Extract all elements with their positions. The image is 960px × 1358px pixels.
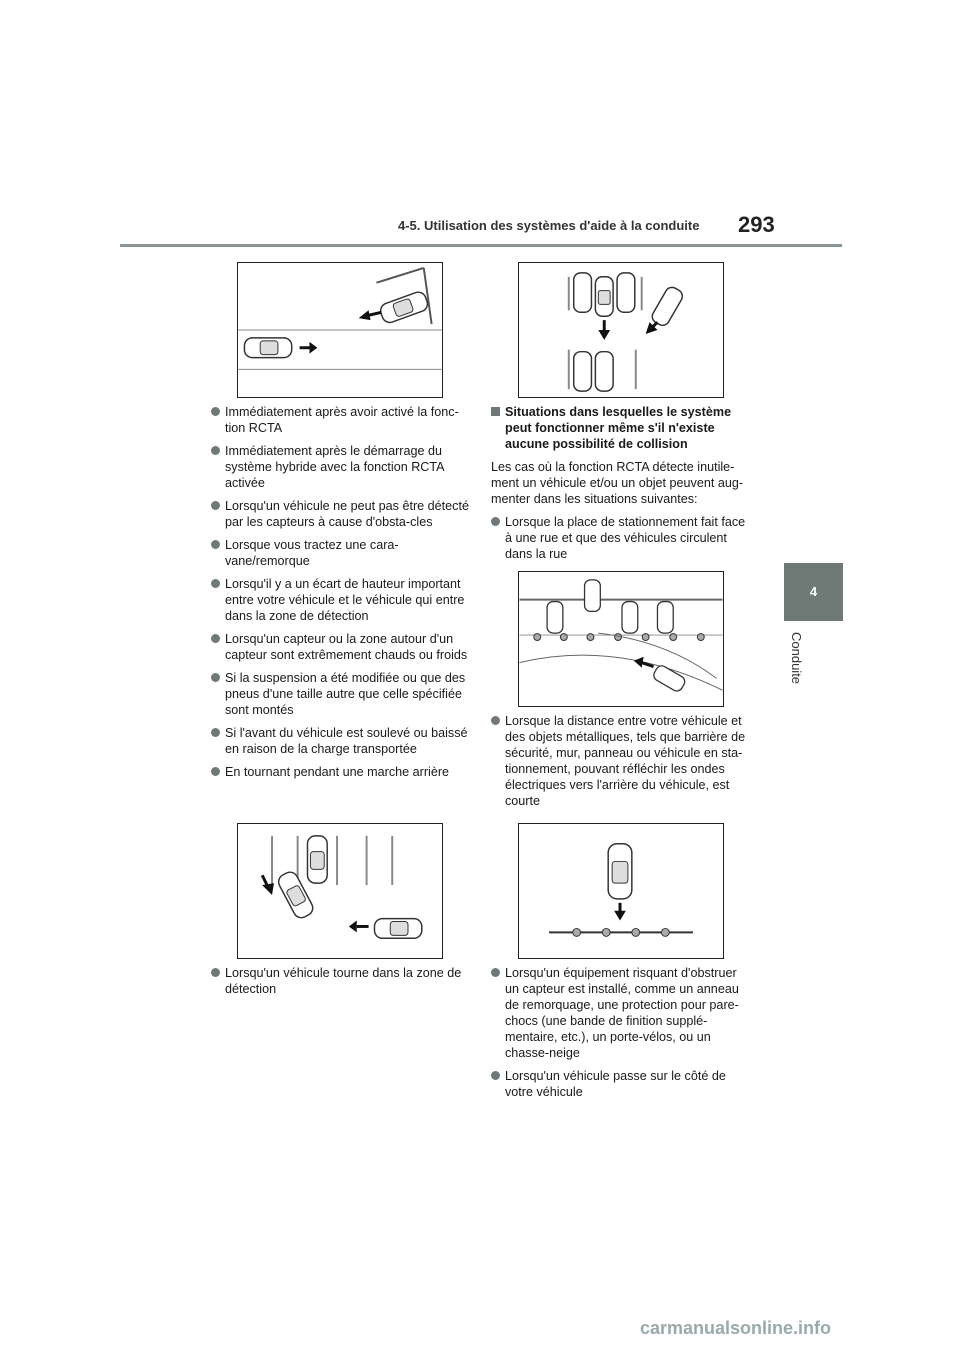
list-item: Lorsque la distance entre votre véhicule et des objets métalliques, tels que barrière de sécurité, mur, panneau ou véhicule en sta-tionnement, pouvant réfléchir les ondes électriques vers l'arrière du véhicule, est courte	[491, 713, 749, 809]
bullet-icon	[491, 716, 500, 725]
list-item: Lorsqu'un véhicule ne peut pas être détecté par les capteurs à cause d'obsta-cles	[211, 498, 469, 530]
list-item: Lorsqu'un véhicule tourne dans la zone de détection	[211, 965, 469, 997]
list-item: Lorsque la place de stationnement fait face à une rue et que des véhicules circulent dans la rue	[491, 514, 749, 562]
bullet-icon	[491, 517, 500, 526]
bullet-icon	[211, 673, 220, 682]
bullet-icon	[211, 968, 220, 977]
list-item: Lorsqu'un capteur ou la zone autour d'un capteur sont extrêmement chauds ou froids	[211, 631, 469, 663]
watermark: carmanualsonline.info	[640, 1318, 832, 1338]
figure-turning-reverse	[237, 823, 443, 959]
bullet-icon	[211, 540, 220, 549]
square-bullet-icon	[491, 407, 500, 416]
intro-paragraph: Les cas où la fonction RCTA détecte inutile-ment un véhicule et/ou un objet peuvent aug-menter dans les situations suivantes:	[491, 460, 744, 506]
left-column-bottom	[211, 965, 469, 1004]
list-item: Si la suspension a été modifiée ou que des pneus d'une taille autre que celle spécifiée sont montés	[211, 670, 469, 718]
figure-street-facing-parking	[518, 571, 724, 707]
bullet-icon	[211, 407, 220, 416]
figure-parking-lot	[518, 262, 724, 398]
bullet-icon	[211, 501, 220, 510]
list-item: Lorsque vous tractez une cara-vane/remorque	[211, 537, 469, 569]
list-item: Immédiatement après le démarrage du système hybride avec la fonction RCTA activée	[211, 443, 469, 491]
figure-reverse-angled-parking	[237, 262, 443, 398]
right-column	[491, 404, 749, 569]
list-item: Lorsqu'un équipement risquant d'obstruer un capteur est installé, comme un anneau de remorquage, une protection pour pare-chocs (une bande de finition supplé-mentaire, etc.), un porte-vélos, ou un chasse-neige	[491, 965, 749, 1061]
right-column-bottom	[491, 965, 749, 1107]
right-column-middle	[491, 713, 749, 816]
bullet-icon	[211, 579, 220, 588]
chapter-label: Conduite	[789, 632, 804, 685]
bullet-icon	[211, 446, 220, 455]
bullet-icon	[491, 968, 500, 977]
chapter-tab: 4	[784, 563, 843, 621]
bullet-icon	[211, 728, 220, 737]
figure-metal-barrier	[518, 823, 724, 959]
list-item: Lorsqu'il y a un écart de hauteur important entre votre véhicule et le véhicule qui entre dans la zone de détection	[211, 576, 469, 624]
list-item: Lorsqu'un véhicule passe sur le côté de votre véhicule	[491, 1068, 749, 1100]
list-item: Si l'avant du véhicule est soulevé ou baissé en raison de la charge transportée	[211, 725, 469, 757]
header-rule	[120, 244, 842, 247]
section-heading: Situations dans lesquelles le système peut fonctionner même s'il n'existe aucune possibilité de collision	[491, 404, 749, 452]
bullet-icon	[211, 767, 220, 776]
bullet-icon	[211, 634, 220, 643]
header-title: 4-5. Utilisation des systèmes d'aide à la conduite	[398, 218, 700, 233]
page-number: 293	[738, 212, 775, 237]
bullet-icon	[491, 1071, 500, 1080]
left-column	[211, 404, 469, 787]
list-item: Immédiatement après avoir activé la fonc-tion RCTA	[211, 404, 469, 436]
list-item: En tournant pendant une marche arrière	[211, 764, 469, 780]
